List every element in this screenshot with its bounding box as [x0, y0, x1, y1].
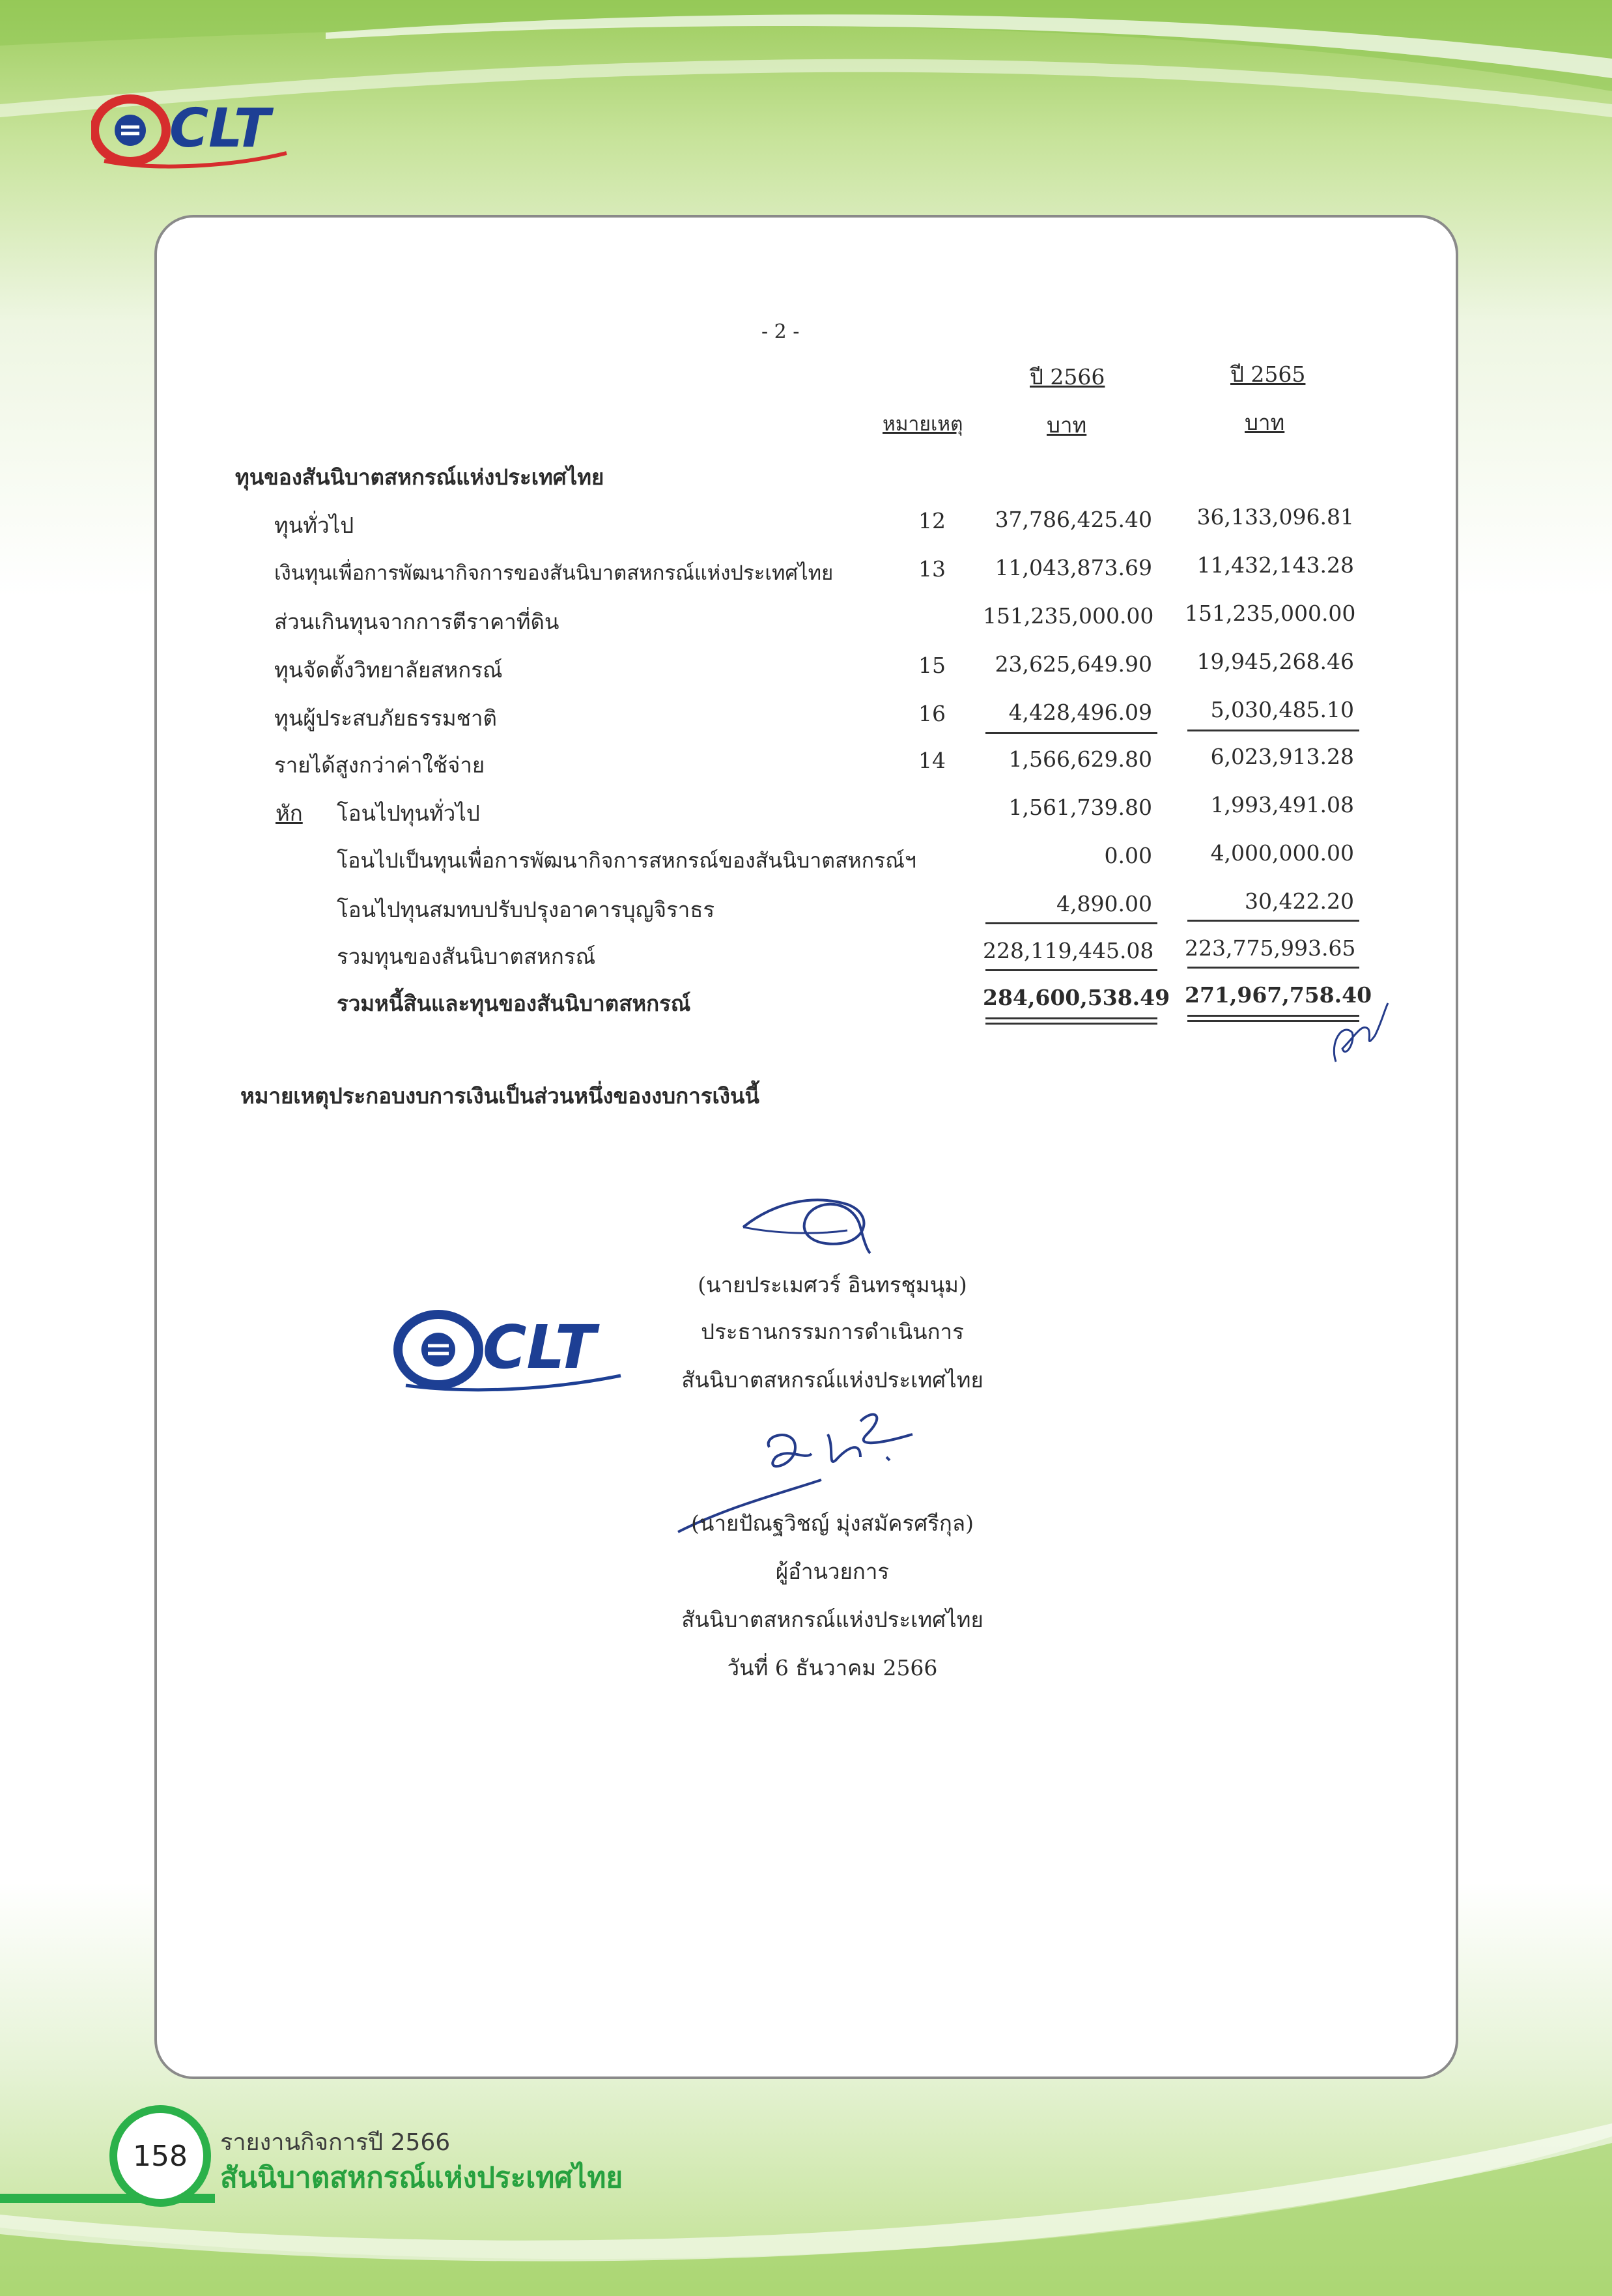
total-rule-2566 — [985, 969, 1157, 971]
deduction-value-2565: 4,000,000.00 — [1210, 840, 1354, 866]
page-marker: - 2 - — [761, 320, 800, 343]
col-unit-2566: บาท — [1047, 412, 1087, 438]
row-label: ส่วนเกินทุนจากการตีราคาที่ดิน — [274, 609, 559, 634]
signer2-title: ผู้อำนวยการ — [775, 1559, 890, 1584]
double-rule-2566-top — [985, 1017, 1157, 1019]
double-rule-2566-bottom — [985, 1023, 1157, 1025]
signer1-name: (นายประเมศวร์ อินทรชุมนุม) — [698, 1272, 967, 1297]
deduct-label: หัก — [276, 801, 303, 826]
row-value-2566: 23,625,649.90 — [995, 651, 1152, 677]
signer2-date: วันที่ 6 ธันวาคม 2566 — [727, 1655, 938, 1680]
total-rule-2565 — [1187, 967, 1359, 969]
deduction-value-2566: 4,890.00 — [1056, 891, 1152, 916]
subtotal-rule-2565 — [1187, 730, 1359, 731]
row-label: รายได้สูงกว่าค่าใช้จ่าย — [274, 752, 485, 778]
deduction-label: โอนไปทุนสมทบปรับปรุงอาคารบุญจิราธร — [337, 897, 715, 922]
signer2-name: (นายปัณฐวิชญ์ มุ่งสมัครศรีกุล) — [691, 1510, 974, 1536]
row-label: ทุนทั่วไป — [274, 513, 354, 538]
initials-signature — [1316, 997, 1394, 1068]
svg-text:CLT: CLT — [169, 98, 270, 160]
deduction-label: โอนไปทุนทั่วไป — [337, 801, 480, 826]
signer2-org: สันนิบาตสหกรณ์แห่งประเทศไทย — [681, 1607, 983, 1632]
deduction-value-2565: 1,993,491.08 — [1210, 792, 1354, 817]
row-value-2565: 36,133,096.81 — [1196, 504, 1354, 530]
document-sheet — [154, 215, 1458, 2079]
row-value-2565: 19,945,268.46 — [1196, 649, 1354, 674]
col-unit-2565: บาท — [1245, 410, 1285, 435]
col-year-2566: ปี 2566 — [1030, 364, 1105, 390]
row-note: 14 — [918, 748, 946, 773]
financial-statement — [157, 218, 1461, 2082]
total-liab-equity-label: รวมหนี้สินและทุนของสันนิบาตสหกรณ์ — [337, 991, 691, 1016]
col-year-2565: ปี 2565 — [1230, 361, 1306, 387]
page-number-badge — [109, 2105, 211, 2207]
row-note: 12 — [918, 508, 946, 533]
footer-report-title: รายงานกิจการปี 2566 — [220, 2129, 451, 2156]
deduction-rule-2565 — [1187, 920, 1359, 922]
row-label: ทุนจัดตั้งวิทยาลัยสหกรณ์ — [274, 657, 503, 683]
deduction-value-2566: 0.00 — [1104, 843, 1152, 868]
subtotal-rule-2566 — [985, 732, 1157, 734]
row-label: ทุนผู้ประสบภัยธรรมชาติ — [274, 705, 497, 731]
total-liab-equity-2565: 271,967,758.40 — [1185, 982, 1372, 1008]
deduction-value-2565: 30,422.20 — [1245, 888, 1354, 914]
section-title: ทุนของสันนิบาตสหกรณ์แห่งประเทศไทย — [235, 464, 604, 490]
total-equity-label: รวมทุนของสันนิบาตสหกรณ์ — [337, 944, 596, 969]
row-value-2566: 11,043,873.69 — [995, 555, 1152, 580]
total-equity-2566: 228,119,445.08 — [983, 938, 1154, 963]
row-note: 16 — [918, 701, 946, 726]
row-note: 15 — [918, 653, 946, 678]
clt-stamp-logo — [393, 1304, 627, 1395]
deduction-rule-2566 — [985, 922, 1157, 924]
row-value-2566: 151,235,000.00 — [983, 603, 1154, 629]
deduction-value-2566: 1,561,739.80 — [1008, 795, 1152, 820]
signature-president — [737, 1175, 906, 1260]
svg-text:CLT: CLT — [483, 1312, 596, 1382]
total-liab-equity-2566: 284,600,538.49 — [983, 985, 1170, 1010]
clt-logo — [91, 88, 293, 173]
footer-org-name: สันนิบาตสหกรณ์แห่งประเทศไทย — [220, 2161, 623, 2194]
page-number: 158 — [133, 2139, 188, 2173]
row-label: เงินทุนเพื่อการพัฒนากิจการของสันนิบาตสหกรณ์แห่งประเทศไทย — [274, 561, 834, 585]
row-value-2566: 1,566,629.80 — [1008, 746, 1152, 772]
row-value-2565: 5,030,485.10 — [1210, 697, 1354, 722]
signer1-org: สันนิบาตสหกรณ์แห่งประเทศไทย — [681, 1367, 983, 1393]
col-note-header: หมายเหตุ — [883, 413, 963, 436]
deduction-label: โอนไปเป็นทุนเพื่อการพัฒนากิจการสหกรณ์ของสันนิบาตสหกรณ์ฯ — [337, 848, 916, 873]
row-value-2565: 11,432,143.28 — [1196, 552, 1354, 578]
row-value-2565: 6,023,913.28 — [1210, 744, 1354, 769]
signer1-title: ประธานกรรมการดำเนินการ — [701, 1319, 964, 1344]
row-value-2566: 37,786,425.40 — [995, 507, 1152, 532]
footnote: หมายเหตุประกอบงบการเงินเป็นส่วนหนึ่งของงบการเงินนี้ — [240, 1083, 759, 1109]
row-value-2565: 151,235,000.00 — [1185, 601, 1356, 626]
row-note: 13 — [918, 556, 946, 582]
total-equity-2565: 223,775,993.65 — [1185, 935, 1356, 961]
row-value-2566: 4,428,496.09 — [1008, 700, 1152, 725]
